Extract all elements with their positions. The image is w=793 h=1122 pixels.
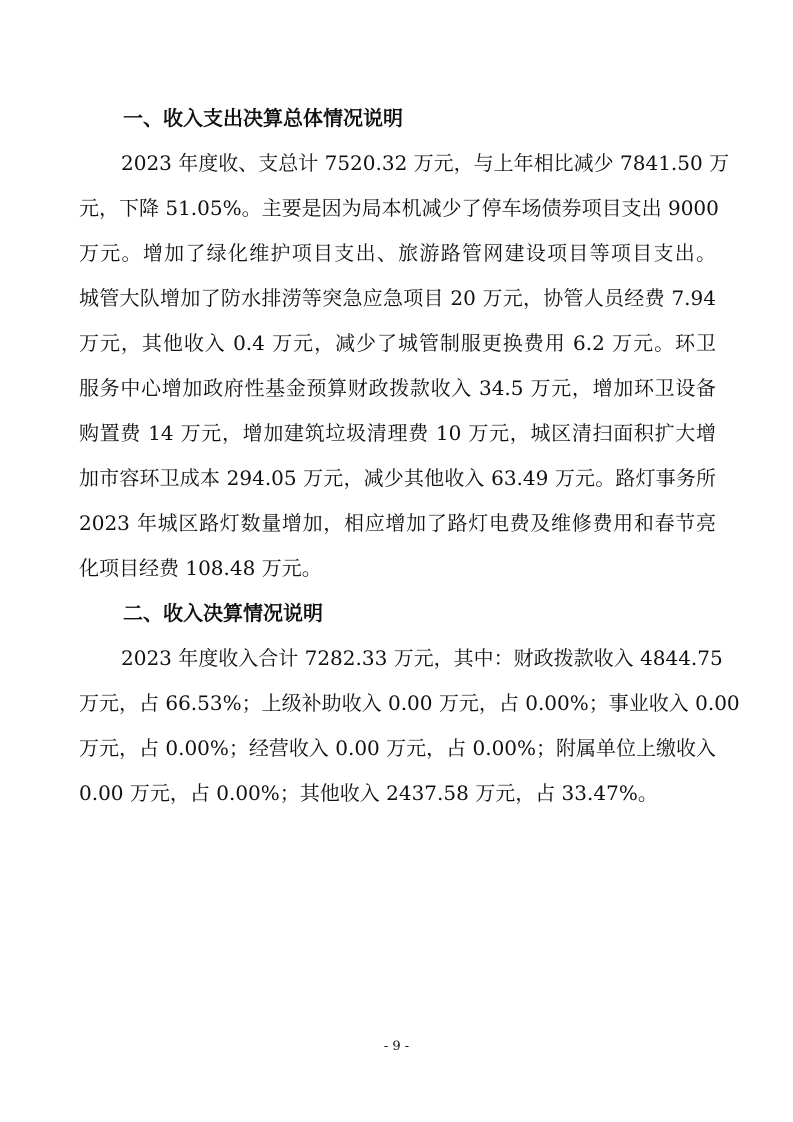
paragraph-line: 万元，占 0.00%；经营收入 0.00 万元，占 0.00%；附属单位上缴收入 [79, 736, 717, 760]
paragraph-line: 城管大队增加了防水排涝等突急应急项目 20 万元，协管人员经费 7.94 [79, 286, 716, 310]
page-number: - 9 - [383, 1039, 410, 1054]
paragraph-line: 加市容环卫成本 294.05 万元，减少其他收入 63.49 万元。路灯事务所 [79, 466, 716, 490]
paragraph-line: 2023 年城区路灯数量增加，相应增加了路灯电费及维修费用和春节亮 [79, 511, 716, 535]
paragraph-line: 0.00 万元，占 0.00%；其他收入 2437.58 万元，占 33.47%。 [79, 781, 658, 805]
paragraph-line: 2023 年度收入合计 7282.33 万元，其中：财政拨款收入 4844.75 [121, 646, 723, 670]
paragraph-line: 万元，其他收入 0.4 万元，减少了城管制服更换费用 6.2 万元。环卫 [79, 331, 716, 355]
paragraph-line: 万元，占 66.53%；上级补助收入 0.00 万元，占 0.00%；事业收入 0.00 [79, 691, 740, 715]
paragraph-line: 购置费 14 万元，增加建筑垃圾清理费 10 万元，城区清扫面积扩大增 [79, 421, 716, 445]
paragraph-line: 元，下降 51.05%。主要是因为局本机减少了停车场债券项目支出 9000 [79, 196, 719, 220]
paragraph-line: 2023 年度收、支总计 7520.32 万元，与上年相比减少 7841.50 万 [121, 151, 730, 175]
paragraph-line: 服务中心增加政府性基金预算财政拨款收入 34.5 万元，增加环卫设备 [79, 376, 716, 400]
paragraph-line: 万元。增加了绿化维护项目支出、旅游路管网建设项目等项目支出。 [79, 241, 716, 265]
section-heading-overview: 一、收入支出决算总体情况说明 [123, 106, 403, 130]
paragraph-line: 化项目经费 108.48 万元。 [79, 556, 322, 580]
section-heading-income: 二、收入决算情况说明 [123, 601, 323, 625]
